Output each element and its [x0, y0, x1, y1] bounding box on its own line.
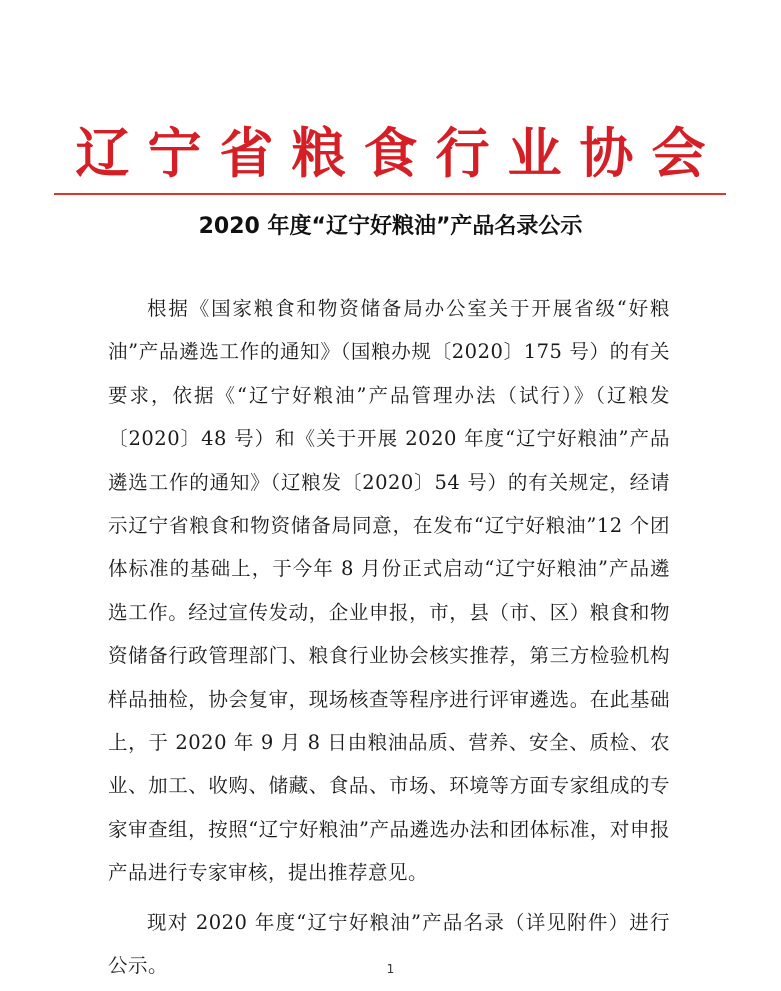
letterhead-title: 辽宁省粮食行业协会 — [75, 121, 724, 185]
document-body — [108, 287, 670, 988]
page-number: 1 — [386, 962, 395, 976]
body-paragraph: 根据《国家粮食和物资储备局办公室关于开展省级“好粮油”产品遴选工作的通知》（国粮办规〔2020〕175 号）的有关要求，依据《“辽宁好粮油”产品管理办法（试行）》（辽粮发〔2020〕48 号）和《关于开展 2020 年度“辽宁好粮油”产品遴选工作的通知》（辽粮发〔2020〕54 号）的有关规定，经请示辽宁省粮食和物资储备局同意，在发布“辽宁好粮油”12 个团体标准的基础上，于今年 8 月份正式启动“辽宁好粮油”产品遴选工作。经过宣传发动，企业申报，市，县（市、区）粮食和物资储备行政管理部门、粮食行业协会核实推荐，第三方检验机构样品抽检，协会复审，现场核查等程序进行评审遴选。在此基础上，于 2020 年 9 月 8 日由粮油品质、营养、安全、质检、农业、加工、收购、储藏、食品、市场、环境等方面专家组成的专家审查组，按照“辽宁好粮油”产品遴选办法和团体标准，对申报产品进行专家审核，提出推荐意见。 — [108, 297, 670, 885]
letterhead-divider — [54, 193, 726, 195]
document-title: 2020 年度“辽宁好粮油”产品名录公示 — [198, 214, 583, 239]
body-paragraph: 现对 2020 年度“辽宁好粮油”产品名录（详见附件）进行公示。 — [108, 910, 670, 978]
